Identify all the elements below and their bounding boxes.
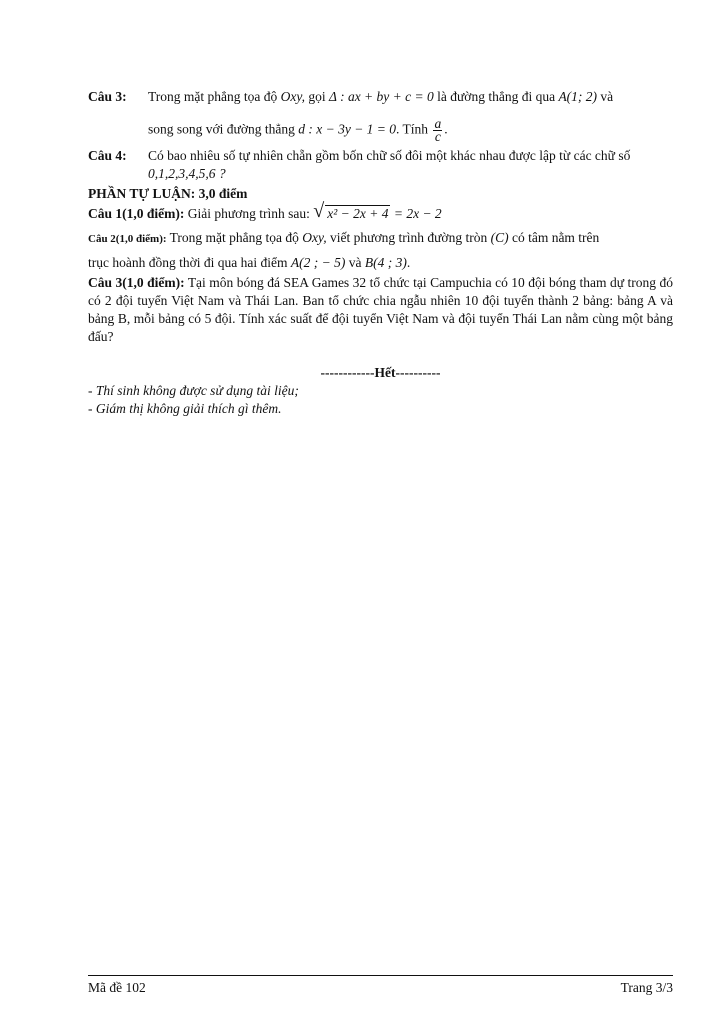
question-4-label: Câu 4: <box>88 148 127 163</box>
q3-text-3: là đường thẳng đi qua <box>433 89 559 104</box>
page-footer <box>88 975 673 997</box>
essay-q3-label: Câu 3(1,0 điểm): <box>88 275 185 290</box>
essay-q2-text-3: có tâm nằm trên <box>508 230 600 245</box>
question-3-line-2 <box>88 118 673 143</box>
end-marker: ------------Hết---------- <box>320 365 441 380</box>
question-3 <box>88 88 673 106</box>
q3-delta-equation: Δ : ax + by + c = 0 <box>329 89 434 104</box>
q3-text-5: song song với đường thẳng <box>148 121 299 137</box>
question-4 <box>88 147 673 165</box>
q3-point: A(1; 2) <box>558 89 598 104</box>
essay-q2-point-b: B(4 ; 3) <box>364 255 407 270</box>
q3-d-equation: d : x − 3y − 1 = 0 <box>298 121 397 137</box>
essay-q2-point-a: A(2 ; − 5) <box>290 255 346 270</box>
essay-q3-text: Tại môn bóng đá SEA Games 32 tổ chức tại Campuchia có 10 đội bóng tham dự trong đó có 2 đội tuyển Việt Nam và Thái Lan. Ban tổ chức chia ngẫu nhiên 10 đội tuyển thành 2 bảng: bảng A và bảng B, mỗi bảng có 5 đội. Tính xác suất để đội tuyển Việt Nam và đội tuyển Thái Lan nằm cùng một bảng đấu? <box>88 275 673 344</box>
essay-q2-circle: (C) <box>490 230 509 245</box>
sqrt-icon: √ <box>313 200 325 222</box>
essay-q1-rhs: = 2x − 2 <box>390 206 442 221</box>
exam-page <box>88 88 673 418</box>
q3-fraction-denominator: c <box>434 129 441 144</box>
essay-q1-sqrt-body: x² − 2x + 4 <box>327 206 389 221</box>
essay-heading: PHẦN TỰ LUẬN: 3,0 điểm <box>88 186 248 201</box>
q3-text-6: . Tính <box>396 121 432 137</box>
q3-fraction-numerator: a <box>434 116 442 131</box>
question-4-line-2 <box>88 165 673 183</box>
note-1: - Thí sinh không được sử dụng tài liệu; <box>88 383 299 398</box>
essay-q1-label: Câu 1(1,0 điểm): <box>88 206 185 221</box>
essay-q2-text-4: trục hoành đồng thời đi qua hai điểm <box>88 255 291 270</box>
q3-text-1: Trong mặt phẳng tọa độ <box>148 89 281 104</box>
essay-q2-label: Câu 2(1,0 điểm): <box>88 233 167 245</box>
q3-text-4: và <box>597 89 614 104</box>
exam-code: Mã đề 102 <box>88 980 146 995</box>
essay-q2-text-5: và <box>345 255 365 270</box>
note-2: - Giám thị không giải thích gì thêm. <box>88 401 282 416</box>
q4-text-1: Có bao nhiêu số tự nhiên chẵn gồm bốn chữ số đôi một khác nhau được lập từ các chữ số <box>148 148 631 163</box>
q3-text-2: gọi <box>305 89 330 104</box>
q4-digits: 0,1,2,3,4,5,6 ? <box>148 166 226 181</box>
essay-q2-text-2: viết phương trình đường tròn <box>326 230 491 245</box>
essay-question-3 <box>88 274 673 346</box>
page-number: Trang 3/3 <box>620 980 673 995</box>
essay-q2-text-6: . <box>406 255 411 270</box>
essay-q1-sqrt <box>313 200 390 223</box>
essay-question-2-line-2 <box>88 254 673 272</box>
q3-fraction <box>433 118 442 143</box>
essay-question-2 <box>88 229 673 248</box>
question-3-label: Câu 3: <box>88 89 127 104</box>
essay-q2-oxy: Oxy, <box>302 230 327 245</box>
essay-q2-text-1: Trong mặt phẳng tọa độ <box>166 230 303 245</box>
q3-text-7: . <box>444 121 448 137</box>
essay-q1-text: Giải phương trình sau: <box>184 206 314 221</box>
essay-question-1 <box>88 200 673 223</box>
q3-oxy: Oxy, <box>280 89 305 104</box>
